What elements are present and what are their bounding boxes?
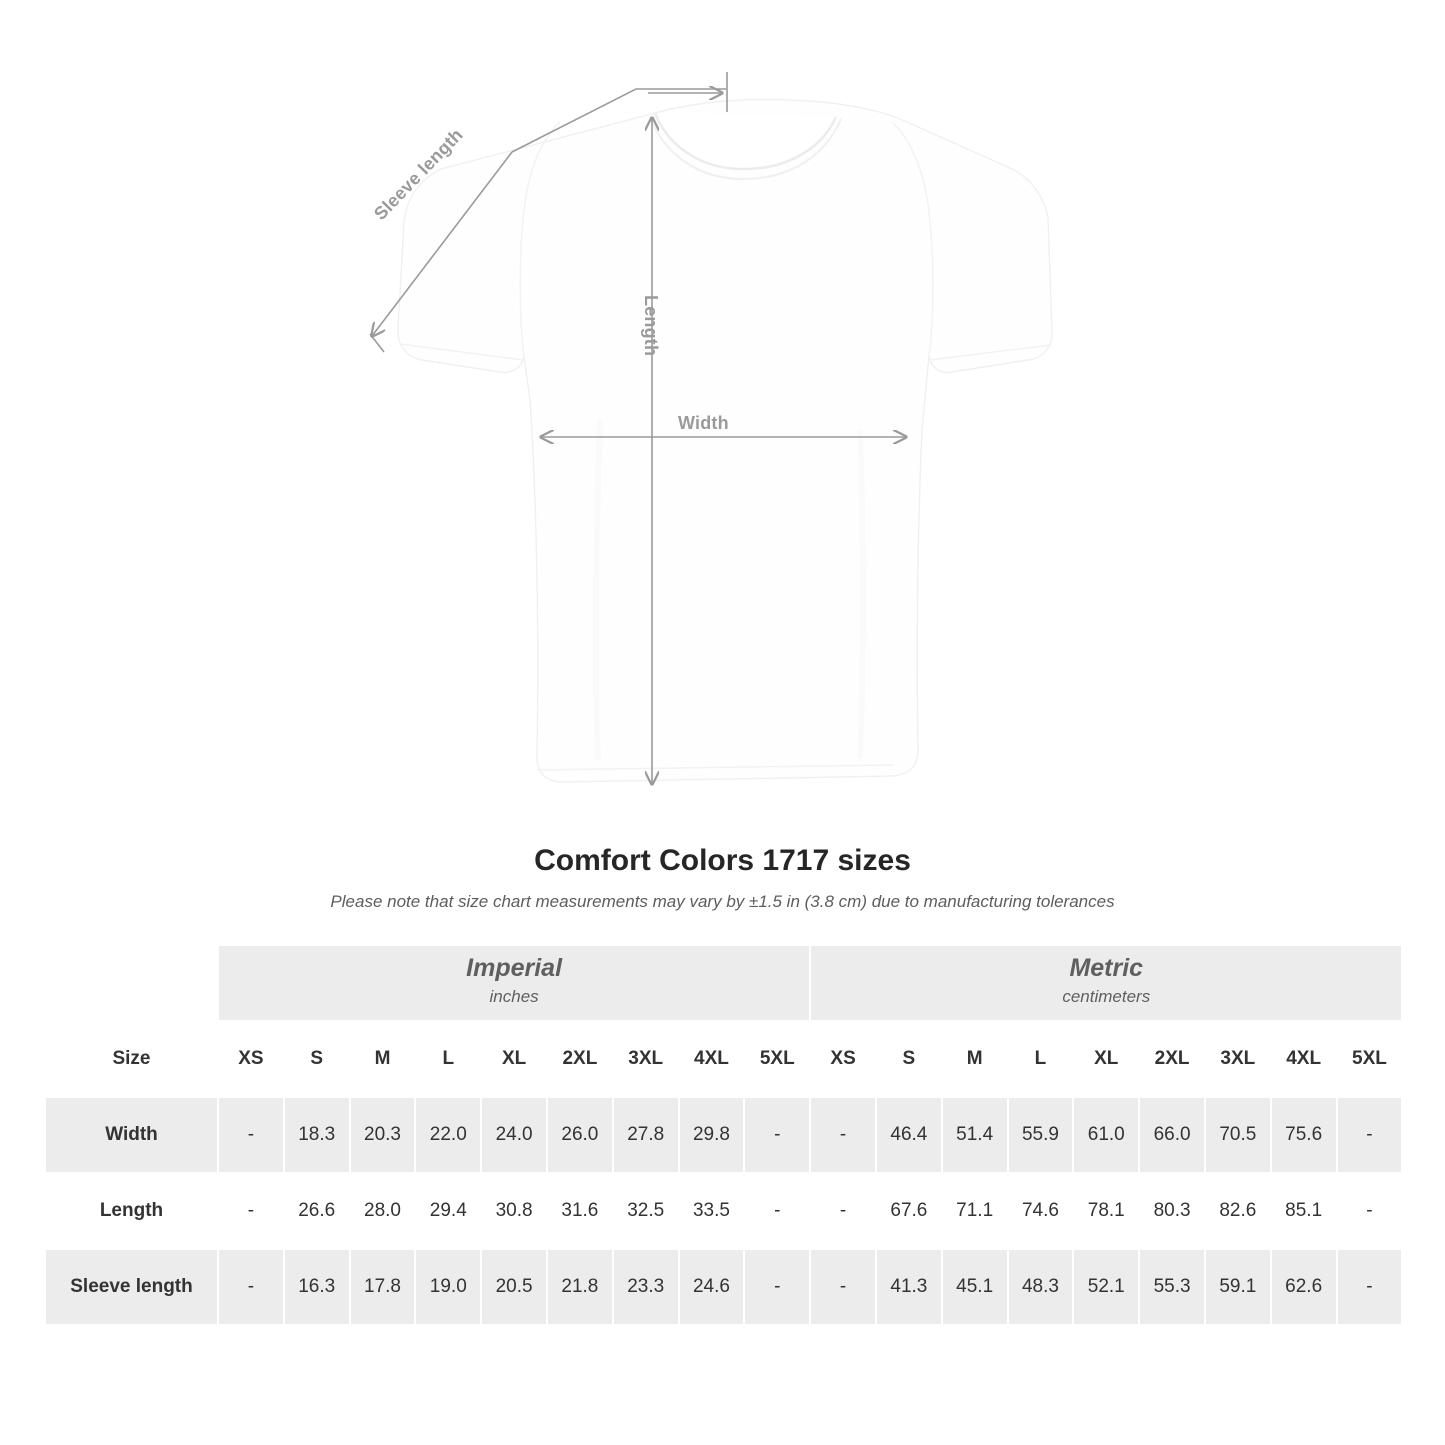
cell-length-imperial-3xl: 32.5 [613,1173,679,1249]
table-row [45,1173,1402,1249]
size-col-metric-2xl: 2XL [1139,1021,1205,1097]
cell-width-imperial-2xl: 26.0 [547,1097,613,1173]
size-col-imperial-xs: XS [218,1021,284,1097]
cell-sleeve-imperial-s: 16.3 [284,1249,350,1325]
size-col-metric-xs: XS [810,1021,876,1097]
cell-length-metric-xl: 78.1 [1073,1173,1139,1249]
cell-length-imperial-5xl: - [744,1173,810,1249]
size-table-wrapper [44,944,1401,1326]
cell-sleeve-imperial-2xl: 21.8 [547,1249,613,1325]
cell-width-metric-xl: 61.0 [1073,1097,1139,1173]
cell-sleeve-imperial-xl: 20.5 [481,1249,547,1325]
cell-length-metric-2xl: 80.3 [1139,1173,1205,1249]
size-col-imperial-m: M [350,1021,416,1097]
size-col-imperial-l: L [415,1021,481,1097]
cell-length-imperial-l: 29.4 [415,1173,481,1249]
size-col-metric-3xl: 3XL [1205,1021,1271,1097]
size-col-metric-l: L [1008,1021,1074,1097]
size-header-label: Size [45,1021,218,1097]
cell-length-metric-xs: - [810,1173,876,1249]
unit-group-imperial [218,945,810,1021]
cell-width-imperial-3xl: 27.8 [613,1097,679,1173]
cell-sleeve-metric-5xl: - [1337,1249,1403,1325]
tshirt-shape [398,100,1052,782]
cell-sleeve-imperial-m: 17.8 [350,1249,416,1325]
unit-group-metric-name: Metric [1069,954,1144,983]
unit-header-row [45,945,1402,1021]
cell-sleeve-metric-3xl: 59.1 [1205,1249,1271,1325]
cell-sleeve-metric-4xl: 62.6 [1271,1249,1337,1325]
cell-sleeve-metric-m: 45.1 [942,1249,1008,1325]
size-table [44,944,1403,1326]
sleeve-length-dimension-label: Sleeve length [370,124,467,224]
cell-length-metric-3xl: 82.6 [1205,1173,1271,1249]
unit-group-imperial-name: Imperial [466,954,563,983]
width-dimension-label: Width [678,413,729,433]
size-col-imperial-4xl: 4XL [679,1021,745,1097]
cell-width-metric-4xl: 75.6 [1271,1097,1337,1173]
cell-width-metric-2xl: 66.0 [1139,1097,1205,1173]
cell-sleeve-metric-xs: - [810,1249,876,1325]
page-title: Comfort Colors 1717 sizes [534,844,911,877]
cell-sleeve-metric-xl: 52.1 [1073,1249,1139,1325]
cell-sleeve-metric-l: 48.3 [1008,1249,1074,1325]
cell-width-metric-s: 46.4 [876,1097,942,1173]
cell-width-imperial-xl: 24.0 [481,1097,547,1173]
cell-length-metric-4xl: 85.1 [1271,1173,1337,1249]
size-col-imperial-2xl: 2XL [547,1021,613,1097]
cell-width-metric-m: 51.4 [942,1097,1008,1173]
row-label-length: Length [45,1173,218,1249]
cell-width-imperial-l: 22.0 [415,1097,481,1173]
cell-sleeve-metric-s: 41.3 [876,1249,942,1325]
size-col-imperial-xl: XL [481,1021,547,1097]
cell-width-metric-xs: - [810,1097,876,1173]
size-col-imperial-3xl: 3XL [613,1021,679,1097]
size-col-imperial-5xl: 5XL [744,1021,810,1097]
cell-length-imperial-xl: 30.8 [481,1173,547,1249]
size-header-row [45,1021,1402,1097]
cell-length-metric-m: 71.1 [942,1173,1008,1249]
cell-length-metric-s: 67.6 [876,1173,942,1249]
cell-width-imperial-xs: - [218,1097,284,1173]
cell-width-imperial-4xl: 29.8 [679,1097,745,1173]
cell-length-imperial-xs: - [218,1173,284,1249]
cell-width-metric-5xl: - [1337,1097,1403,1173]
length-dimension-label: Length [641,295,661,357]
cell-width-metric-3xl: 70.5 [1205,1097,1271,1173]
unit-group-imperial-sub: inches [489,986,539,1006]
cell-width-metric-l: 55.9 [1008,1097,1074,1173]
tolerance-note: Please note that size chart measurements may vary by ±1.5 in (3.8 cm) due to manufacturing tolerances [330,892,1115,911]
size-col-metric-5xl: 5XL [1337,1021,1403,1097]
cell-width-imperial-5xl: - [744,1097,810,1173]
cell-length-metric-5xl: - [1337,1173,1403,1249]
title-block [0,844,1445,912]
table-corner [45,945,218,1021]
row-label-width: Width [45,1097,218,1173]
table-row [45,1097,1402,1173]
cell-length-imperial-4xl: 33.5 [679,1173,745,1249]
cell-sleeve-imperial-xs: - [218,1249,284,1325]
cell-length-imperial-m: 28.0 [350,1173,416,1249]
cell-sleeve-imperial-l: 19.0 [415,1249,481,1325]
size-col-metric-xl: XL [1073,1021,1139,1097]
cell-sleeve-imperial-5xl: - [744,1249,810,1325]
cell-sleeve-imperial-3xl: 23.3 [613,1249,679,1325]
cell-width-imperial-s: 18.3 [284,1097,350,1173]
cell-width-imperial-m: 20.3 [350,1097,416,1173]
row-label-sleeve-length: Sleeve length [45,1249,218,1325]
table-row [45,1249,1402,1325]
size-col-metric-s: S [876,1021,942,1097]
cell-sleeve-imperial-4xl: 24.6 [679,1249,745,1325]
cell-length-imperial-2xl: 31.6 [547,1173,613,1249]
size-col-metric-4xl: 4XL [1271,1021,1337,1097]
unit-group-metric [810,945,1402,1021]
size-col-metric-m: M [942,1021,1008,1097]
size-col-imperial-s: S [284,1021,350,1097]
cell-sleeve-metric-2xl: 55.3 [1139,1249,1205,1325]
unit-group-metric-sub: centimeters [1062,986,1151,1006]
cell-length-imperial-s: 26.6 [284,1173,350,1249]
cell-length-metric-l: 74.6 [1008,1173,1074,1249]
